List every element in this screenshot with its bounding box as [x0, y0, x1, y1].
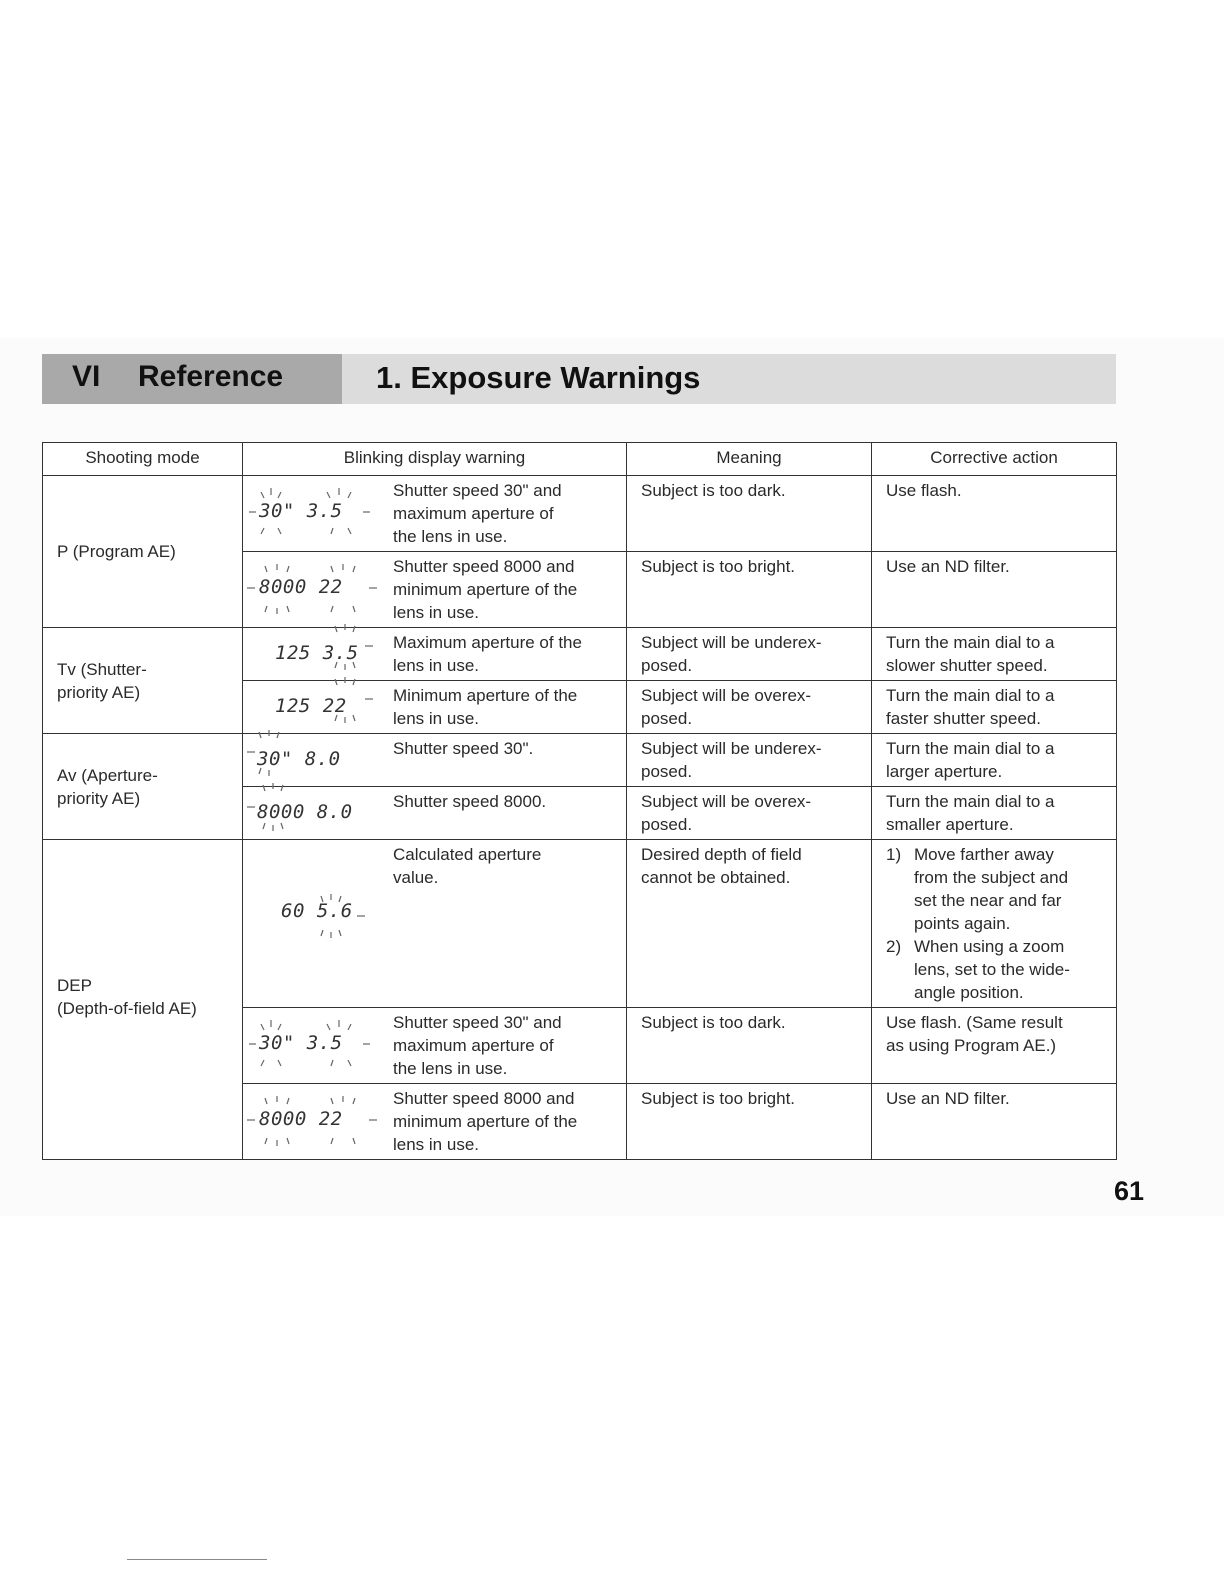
footer-rule	[127, 1559, 267, 1560]
warning-text: Shutter speed 8000 and minimum aperture of the lens in use.	[393, 1089, 578, 1154]
lcd-value: 30" 3.5	[259, 1032, 343, 1054]
lcd-value: 125 22	[275, 695, 347, 717]
lcd-display	[243, 552, 387, 627]
action-cell: Turn the main dial to a faster shutter speed.	[872, 681, 1117, 734]
step-text: Move farther away from the subject and set the near and far points again.	[914, 845, 1069, 933]
mode-cell-depth-of-field	[43, 840, 243, 1160]
warning-text: Calculated aperture value.	[393, 845, 542, 887]
meaning-cell: Subject is too bright.	[627, 1084, 872, 1160]
action-cell: Turn the main dial to a larger aperture.	[872, 734, 1117, 787]
lcd-display	[243, 840, 387, 922]
meaning-cell: Subject is too dark.	[627, 476, 872, 552]
blink-cell	[243, 628, 627, 681]
blink-cell	[243, 840, 627, 1008]
mode-label: Tv (Shutter- priority AE)	[57, 659, 147, 702]
lcd-display	[243, 1008, 387, 1083]
mode-label: Av (Aperture- priority AE)	[57, 765, 158, 808]
lcd-display	[243, 628, 387, 680]
mode-cell-shutter-priority	[43, 628, 243, 734]
blink-cell	[243, 1008, 627, 1084]
meaning-cell: Subject will be underex- posed.	[627, 628, 872, 681]
section-number: VI	[72, 360, 101, 393]
lcd-display	[243, 787, 387, 823]
lcd-value: 8000 22	[259, 576, 343, 598]
warning-text: Shutter speed 30" and maximum aperture of the lens in use.	[393, 1013, 562, 1078]
meaning-cell: Desired depth of field cannot be obtained.	[627, 840, 872, 1008]
warning-text: Maximum aperture of the lens in use.	[393, 633, 582, 675]
meaning-cell: Subject will be overex- posed.	[627, 681, 872, 734]
mode-label: DEP (Depth-of-field AE)	[57, 976, 197, 1018]
mode-label: P (Program AE)	[57, 542, 176, 561]
blink-cell	[243, 1084, 627, 1160]
column-header-blinking-display: Blinking display warning	[243, 443, 627, 476]
blink-cell	[243, 552, 627, 628]
table-row	[43, 734, 1117, 787]
mode-cell-aperture-priority	[43, 734, 243, 840]
column-header-shooting-mode: Shooting mode	[43, 443, 243, 476]
lcd-display	[243, 476, 387, 551]
page-title: 1. Exposure Warnings	[376, 360, 701, 395]
warning-text: Shutter speed 30" and maximum aperture of the lens in use.	[393, 481, 562, 546]
table-row	[43, 476, 1117, 552]
list-item	[886, 935, 1106, 1004]
action-cell: Use flash.	[872, 476, 1117, 552]
blink-cell	[243, 787, 627, 840]
mode-cell-program	[43, 476, 243, 628]
lcd-display	[243, 1084, 387, 1159]
warning-text: Shutter speed 8000.	[393, 792, 547, 811]
lcd-value: 8000 22	[259, 1108, 343, 1130]
action-cell: Turn the main dial to a slower shutter speed.	[872, 628, 1117, 681]
page-number: 61	[1114, 1176, 1145, 1206]
warning-text: Shutter speed 8000 and minimum aperture of the lens in use.	[393, 557, 578, 622]
meaning-cell: Subject is too dark.	[627, 1008, 872, 1084]
warning-text: Minimum aperture of the lens in use.	[393, 686, 578, 728]
table-row	[43, 840, 1117, 1008]
lcd-display	[243, 734, 387, 770]
blink-cell	[243, 681, 627, 734]
exposure-warnings-table	[42, 442, 1117, 1160]
lcd-value: 60 5.6	[281, 900, 353, 922]
table-header-row	[43, 443, 1117, 476]
lcd-value: 30" 8.0	[257, 748, 341, 770]
meaning-cell: Subject will be overex- posed.	[627, 787, 872, 840]
action-cell	[872, 840, 1117, 1008]
meaning-cell: Subject will be underex- posed.	[627, 734, 872, 787]
step-number: 1)	[886, 845, 902, 864]
table-row	[43, 628, 1117, 681]
action-cell: Turn the main dial to a smaller aperture.	[872, 787, 1117, 840]
column-header-meaning: Meaning	[627, 443, 872, 476]
lcd-value: 125 3.5	[275, 642, 359, 664]
lcd-value: 8000 8.0	[257, 801, 353, 823]
blink-cell	[243, 476, 627, 552]
list-item	[886, 843, 1106, 935]
action-cell: Use an ND filter.	[872, 552, 1117, 628]
section-name: Reference	[138, 360, 284, 393]
action-steps-list	[886, 843, 1106, 1004]
meaning-cell: Subject is too bright.	[627, 552, 872, 628]
step-number: 2)	[886, 937, 902, 956]
lcd-value: 30" 3.5	[259, 500, 343, 522]
column-header-corrective-action: Corrective action	[872, 443, 1117, 476]
warning-text: Shutter speed 30".	[393, 739, 534, 758]
step-text: When using a zoom lens, set to the wide- angle position.	[914, 937, 1070, 1002]
blink-cell	[243, 734, 627, 787]
action-cell: Use flash. (Same result as using Program AE.)	[872, 1008, 1117, 1084]
lcd-display	[243, 681, 387, 733]
action-cell: Use an ND filter.	[872, 1084, 1117, 1160]
